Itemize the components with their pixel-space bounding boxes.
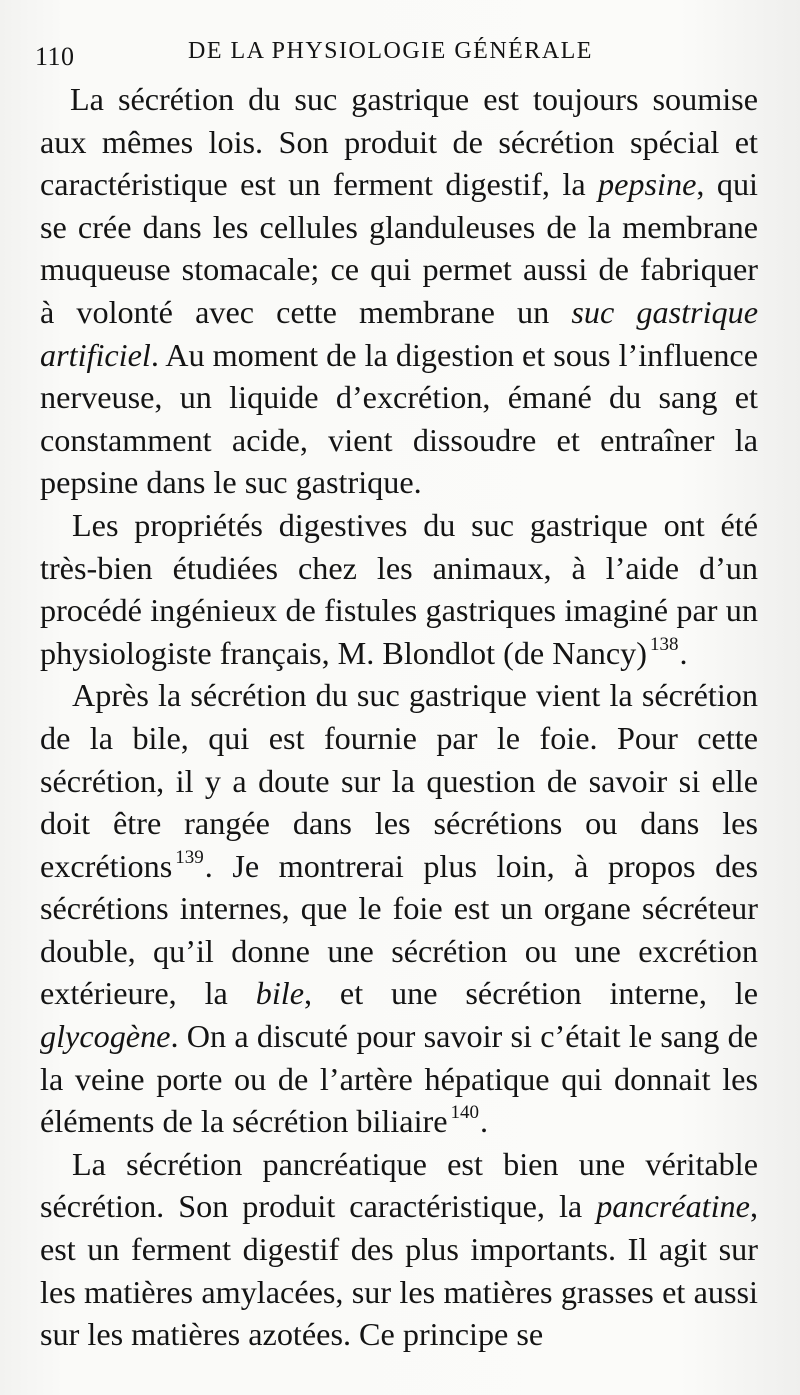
text-run: , est un ferment digestif des plus importants. Il agit sur les matières amylacées, sur les matières grasses et aussi sur les matières azotées. Ce principe se xyxy=(40,1188,758,1353)
text-run: , et une sécrétion interne, le xyxy=(303,975,758,1012)
footnote-reference: 139 xyxy=(175,846,204,868)
text-run: La sécrétion du suc gastrique est toujours soumise aux mêmes lois. Son produit de sécrétion spécial et caractéristique est un ferment digestif, la xyxy=(40,81,758,203)
running-head xyxy=(30,28,770,71)
italic-term: pepsine xyxy=(598,166,697,203)
text-run: . xyxy=(679,634,688,671)
footnote-reference: 140 xyxy=(450,1102,480,1124)
body-text xyxy=(40,78,758,1356)
text-run: La sécrétion pancréatique est bien une véritable sécrétion. Son produit caractéristique, la xyxy=(40,1145,758,1225)
paragraph xyxy=(40,504,758,674)
text-run: . On a discuté pour savoir si c’était le sang de la veine porte ou de l’artère hépatique qui donnait les éléments de la sécrétion biliaire xyxy=(40,1018,758,1140)
text-run: . Au moment de la digestion et sous l’influence nerveuse, un liquide d’excrétion, émané du sang et constamment acide, vient dissoudre et entraîner la pepsine dans le suc gastrique. xyxy=(40,336,758,501)
paragraph xyxy=(40,1143,758,1356)
italic-term: pancréatine xyxy=(596,1188,750,1225)
text-run: . Je montrerai plus loin, à propos des sécrétions internes, que le foie est un organe sécréteur double, qu’il donne une sécrétion ou une excrétion extérieure, la xyxy=(40,847,758,1012)
text-run: Après la sécrétion du suc gastrique vient la sécrétion de la bile, qui est fournie par le foie. Pour cette sécrétion, il y a doute sur la question de savoir si elle doit être rangée dans les sécrétions ou dans les excrétions xyxy=(40,677,758,884)
paragraph xyxy=(40,78,758,504)
text-run: Les propriétés digestives du suc gastrique ont été très-bien étudiées chez les animaux, à l’aide d’un procédé ingénieux de fistules gastriques imaginé par un physiologiste français, M. Blondlot (de Nancy) xyxy=(40,506,758,671)
text-run: . xyxy=(480,1103,489,1140)
footnote-reference: 138 xyxy=(649,633,679,655)
page-number: 110 xyxy=(35,42,75,71)
text-run: , qui se crée dans les cellules glanduleuses de la membrane muqueuse stomacale; ce qui permet aussi de fabriquer à volonté avec cette membrane un xyxy=(40,166,758,330)
italic-term: glycogène xyxy=(40,1018,171,1055)
running-title: DE LA PHYSIOLOGIE GÉNÉRALE xyxy=(188,38,593,64)
paragraph xyxy=(40,674,758,1143)
italic-term: bile xyxy=(255,975,304,1012)
italic-term: suc gastrique artificiel xyxy=(40,293,758,373)
